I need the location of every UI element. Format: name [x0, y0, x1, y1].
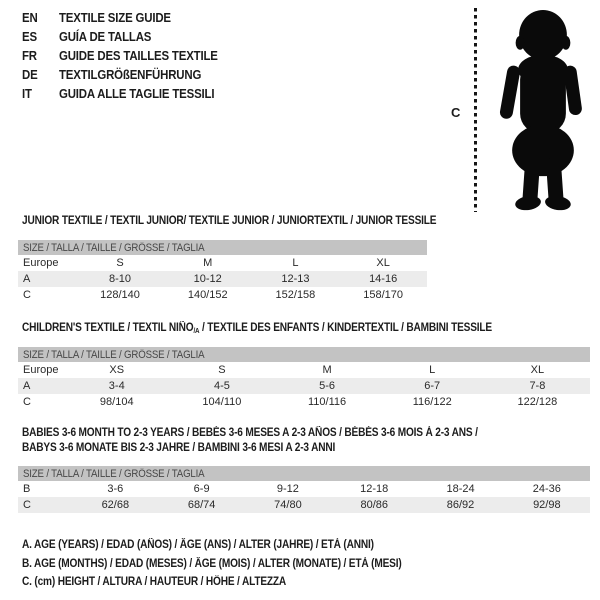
row-label: Europe — [23, 364, 59, 376]
junior-size-table — [18, 240, 427, 303]
size-cell: L — [292, 257, 299, 269]
row-label: C — [23, 396, 31, 408]
junior-section-title — [22, 214, 493, 229]
size-header-bar — [18, 240, 427, 255]
size-header-text: SIZE / TALLA / TAILLE / GRÖSSE / TAGLIA — [23, 348, 205, 361]
size-cell: 6-7 — [424, 380, 441, 392]
height-measure-dashed-line — [474, 8, 477, 212]
size-cell: 8-10 — [108, 273, 132, 285]
size-cell: 24-36 — [532, 483, 561, 495]
size-cell: 4-5 — [213, 380, 230, 392]
size-cell: 140/152 — [187, 289, 228, 301]
table-row — [18, 271, 427, 287]
row-label: C — [23, 499, 31, 511]
size-cell: M — [322, 364, 332, 376]
size-cell: 158/170 — [363, 289, 404, 301]
guide-title: GUÍA DE TALLAS — [59, 29, 152, 44]
size-cell: 3-4 — [108, 380, 125, 392]
children-section-title — [22, 321, 556, 339]
size-header-text: SIZE / TALLA / TAILLE / GRÖSSE / TAGLIA — [23, 241, 205, 254]
size-cell: 80/86 — [360, 499, 388, 511]
size-cell: 92/98 — [533, 499, 561, 511]
size-header-bar — [18, 347, 590, 362]
guide-title: GUIDE DES TAILLES TEXTILE — [59, 48, 218, 63]
table-row — [18, 287, 427, 303]
size-cell: 122/128 — [517, 396, 558, 408]
table-row — [18, 481, 590, 497]
language-code: DE — [22, 67, 38, 82]
size-cell: 116/122 — [412, 396, 452, 408]
size-header-text: SIZE / TALLA / TAILLE / GRÖSSE / TAGLIA — [23, 467, 205, 480]
table-row — [18, 255, 427, 271]
size-cell: 128/140 — [100, 289, 140, 301]
guide-title: GUIDA ALLE TAGLIE TESSILI — [59, 86, 215, 101]
size-cell: 62/68 — [101, 499, 130, 511]
babies-size-table — [18, 466, 590, 513]
table-row — [18, 362, 590, 378]
size-cell: M — [203, 257, 213, 269]
size-cell: S — [116, 257, 124, 269]
size-cell: 86/92 — [446, 499, 475, 511]
size-cell: 74/80 — [274, 499, 302, 511]
size-cell: 5-6 — [319, 380, 336, 392]
table-row — [18, 497, 590, 513]
babies-table — [18, 481, 590, 513]
height-measure-label: C — [451, 105, 461, 120]
size-cell: L — [429, 364, 436, 376]
size-cell: 110/116 — [307, 396, 347, 408]
size-cell: 3-6 — [107, 483, 124, 495]
table-row — [18, 378, 590, 394]
size-cell: 152/158 — [275, 289, 316, 301]
table-row — [18, 394, 590, 410]
size-cell: 9-12 — [276, 483, 299, 495]
row-label: C — [23, 289, 31, 301]
size-cell: 12-18 — [360, 483, 389, 495]
babies-section-title-line2: BABYS 3-6 MONATE BIS 2-3 JAHRE / BAMBINI 3-6 MESI A 2-3 ANNI — [22, 442, 336, 454]
language-code: FR — [22, 48, 37, 63]
size-cell: XS — [109, 364, 125, 376]
language-code: EN — [22, 10, 38, 25]
language-row — [22, 84, 239, 103]
row-label: A — [23, 380, 31, 392]
size-cell: XL — [376, 257, 390, 269]
size-cell: 12-13 — [281, 273, 310, 285]
size-cell: 6-9 — [193, 483, 210, 495]
language-code: ES — [22, 29, 37, 44]
row-label: Europe — [23, 257, 59, 269]
size-cell: 14-16 — [369, 273, 398, 285]
footnote-age-months: B. AGE (MONTHS) / EDAD (MESES) / ÂGE (MOIS) / ALTER (MONATE) / ETÀ (MESI) — [22, 557, 402, 570]
junior-table — [18, 255, 427, 303]
size-cell: 98/104 — [99, 396, 134, 408]
size-cell: XL — [530, 364, 545, 376]
legend-footnotes — [22, 536, 453, 592]
guide-title: TEXTILE SIZE GUIDE — [59, 10, 171, 25]
toddler-silhouette-icon — [487, 8, 597, 212]
size-cell: S — [218, 364, 226, 376]
babies-section-title — [22, 426, 540, 456]
language-row — [22, 27, 239, 46]
row-label: B — [23, 483, 31, 495]
size-cell: 18-24 — [446, 483, 475, 495]
size-cell: 68/74 — [187, 499, 216, 511]
size-cell: 104/110 — [202, 396, 242, 408]
footnote-age-years: A. AGE (YEARS) / EDAD (AÑOS) / ÂGE (ANS) / ALTER (JAHRE) / ETÀ (ANNI) — [22, 539, 374, 552]
size-cell: 10-12 — [193, 273, 222, 285]
row-label: A — [23, 273, 31, 285]
language-title-list — [22, 8, 239, 103]
footnote-height: C. (cm) HEIGHT / ALTURA / HAUTEUR / HÖHE / ALTEZZA — [22, 576, 287, 589]
size-cell: 7-8 — [529, 380, 546, 392]
language-row — [22, 46, 239, 65]
children-table — [18, 362, 590, 410]
guide-title: TEXTILGRÖßENFÜHRUNG — [59, 67, 202, 82]
children-size-table — [18, 347, 590, 410]
junior-section-title-text: JUNIOR TEXTILE / TEXTIL JUNIOR/ TEXTILE JUNIOR / JUNIORTEXTIL / JUNIOR TESSILE — [22, 215, 437, 227]
babies-section-title-line1: BABIES 3-6 MONTH TO 2-3 YEARS / BEBÉS 3-6 MESES A 2-3 AÑOS / BÉBÉS 3-6 MOIS À 2-3 ANS / — [22, 427, 478, 439]
children-section-title-text: CHILDREN'S TEXTILE / TEXTIL $NIÑO_{/A}$ / TEXTILE DES ENFANTS / KINDERTEXTIL / BAMBINI TESSILE — [22, 322, 493, 335]
language-row — [22, 8, 239, 27]
language-code: IT — [22, 86, 32, 101]
language-row — [22, 65, 239, 84]
size-header-bar — [18, 466, 590, 481]
